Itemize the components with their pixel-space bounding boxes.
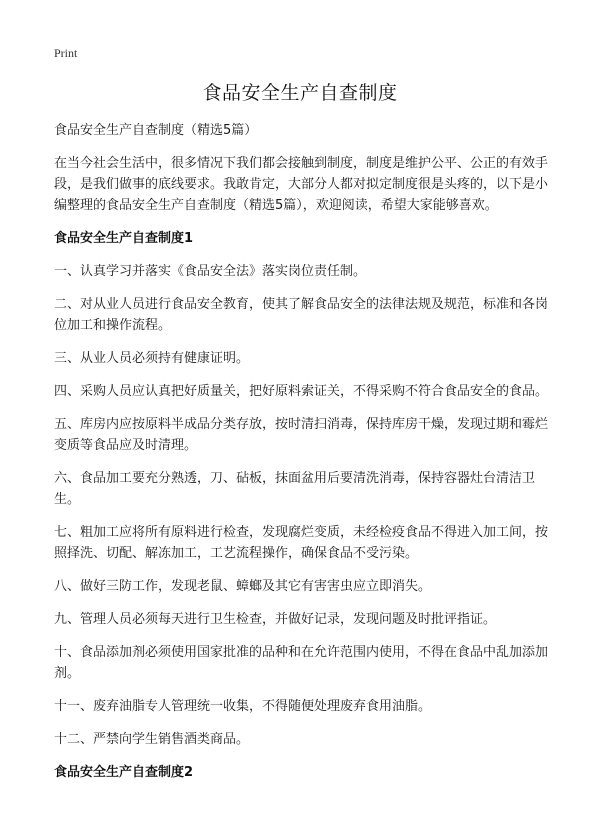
list-item: 二、对从业人员进行食品安全教育，使其了解食品安全的法律法规及规范，标准和各岗位加工和操作流程。 [54, 297, 549, 333]
list-item: 九、管理人员必须每天进行卫生检查，并做好记录，发现问题及时批评指证。 [54, 612, 497, 627]
print-link[interactable]: Print [54, 46, 78, 60]
list-item: 六、食品加工要充分熟透，刀、砧板，抹面盆用后要清洗消毒，保持容器灶台清洁卫生。 [54, 471, 536, 507]
section-heading-2: 食品安全生产自查制度2 [54, 765, 194, 780]
list-item: 七、粗加工应将所有原料进行检查，发现腐烂变质，未经检疫食品不得进入加工间，按照择洗、切配、解冻加工，工艺流程操作，确保食品不受污染。 [54, 525, 549, 561]
document-subtitle: 食品安全生产自查制度（精选5篇） [54, 123, 258, 138]
section-heading-1: 食品安全生产自查制度1 [54, 231, 194, 246]
document-body [54, 120, 554, 795]
list-item: 十二、严禁向学生销售酒类商品。 [54, 732, 250, 747]
list-item: 八、做好三防工作，发现老鼠、蟑螂及其它有害害虫应立即消失。 [54, 579, 432, 594]
list-item: 一、认真学习并落实《食品安全法》落实岗位责任制。 [54, 264, 367, 279]
list-item: 十、食品添加剂必须使用国家批准的品种和在允许范围内使用，不得在食品中乱加添加剂。 [54, 645, 549, 681]
page-title: 食品安全生产自查制度 [202, 82, 398, 104]
list-item: 五、库房内应按原料半成品分类存放，按时清扫消毒，保持库房干燥，发现过期和霉烂变质等食品应及时清理。 [54, 417, 549, 453]
list-item: 十一、废弃油脂专人管理统一收集，不得随便处理废弃食用油脂。 [54, 699, 432, 714]
intro-paragraph: 在当今社会生活中，很多情况下我们都会接触到制度，制度是维护公平、公正的有效手段，是我们做事的底线要求。我敢肯定，大部分人都对拟定制度很是头疼的，以下是小编整理的食品安全生产自查制度（精选5篇），欢迎阅读，希望大家能够喜欢。 [54, 156, 549, 213]
list-item: 三、从业人员必须持有健康证明。 [54, 351, 250, 366]
list-item: 四、采购人员应认真把好质量关，把好原料索证关，不得采购不符合食品安全的食品。 [54, 384, 549, 399]
